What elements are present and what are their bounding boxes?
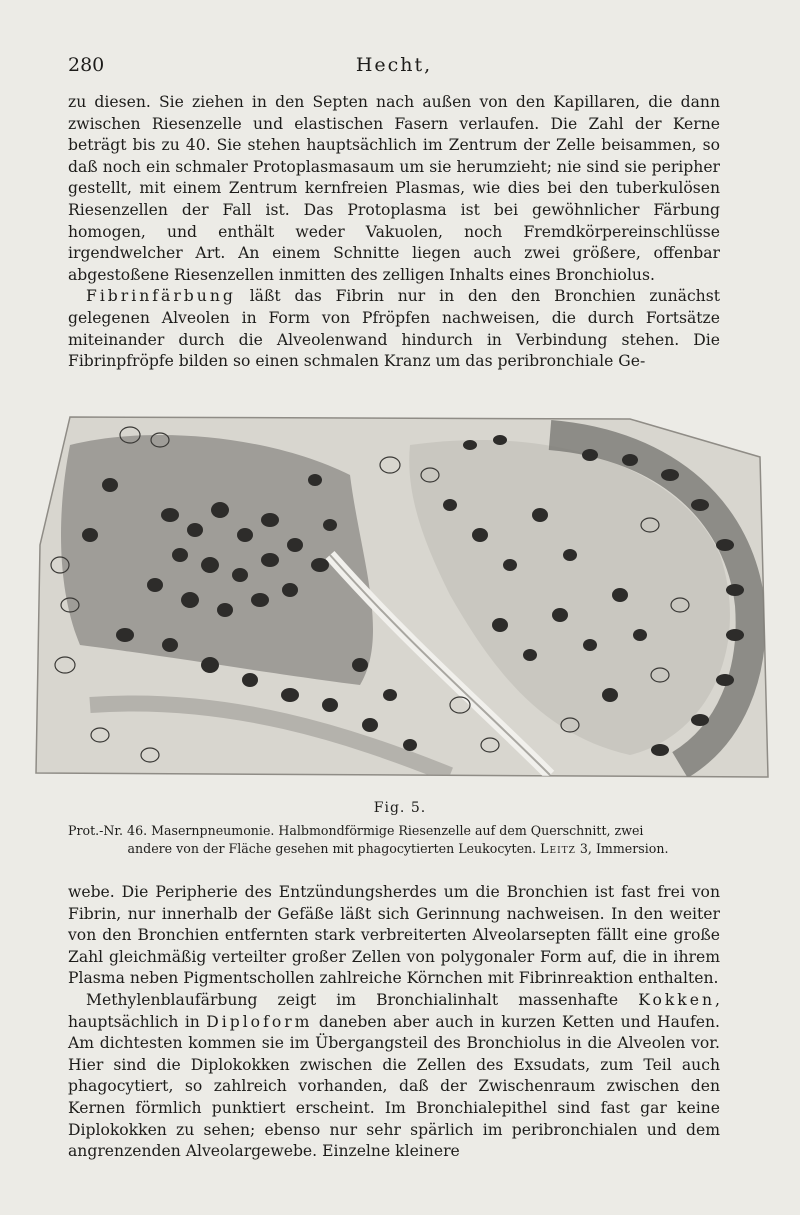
emphasis: Diploform bbox=[206, 1012, 313, 1031]
paragraph: zu diesen. Sie ziehen in den Septen nach außen von den Kapillaren, die dann zwischen Riesenzelle und elastischen Fasern verlaufen. Die Zahl der Kerne beträgt bis zu 40. Sie stehen hauptsächlich im Zentrum der Zelle beisammen, so daß noch ein schmaler Protoplasmasaum um sie herumzieht; nie sind sie peripher gestellt, mit einem Zentrum kernfreien Plasmas, wie dies bei den tuberkulösen Riesenzellen der Fall ist. Das Protoplasma ist bei gewöhnlicher Färbung homogen, und enthält weder Vakuolen, noch Fremdkörpereinschlüsse irgendwelcher Art. An einem Schnitte liegen auch zwei größere, offenbar abgestoßene Riesenzellen inmitten des zelligen Inhalts eines Bronchiolus. bbox=[68, 93, 720, 284]
text-block-bottom bbox=[68, 882, 720, 1163]
caption-text: 3, Immersion. bbox=[579, 841, 669, 856]
paragraph-text: läßt das Fibrin nur in den den Bronchien zunächst gelegenen Alveolen in Form von Pfröpfen nachweisen, die durch Fortsätze miteinander durch die Alveolenwand hindurch in Verbindung stehen. Die Fibrinpfröpfe bilden so einen schmalen Kranz um das peribronchiale Ge- bbox=[68, 287, 720, 371]
figure-caption bbox=[68, 822, 728, 858]
page-number: 280 bbox=[68, 54, 105, 76]
paragraph-fibrin bbox=[68, 286, 720, 372]
paragraph-text: daneben aber auch in kurzen Ketten und Haufen. Am dichtesten kommen sie im Übergangsteil des Bronchiolus in die Alveolen vor. Hier sind die Diplokokken zwischen die Zellen des Exsudats, zum Teil auch phagocytiert, so zahlreich vorhanden, daß der Zwischenraum zwischen den Kernen förmlich punktiert erscheint. Im Bronchialepithel sind fast gar keine Diplokokken zu sehen; ebenso nur sehr spärlich im peribronchialen und dem angrenzenden Alveolargewebe. Einzelne kleinere bbox=[68, 1012, 720, 1161]
paragraph-methylen bbox=[68, 990, 720, 1163]
running-title: Hecht, bbox=[355, 54, 433, 76]
page-header bbox=[68, 54, 720, 82]
paragraph-text: Methylenblaufärbung zeigt im Bronchialinhalt massenhafte bbox=[86, 990, 639, 1009]
micrograph-illustration bbox=[30, 405, 770, 787]
caption-line: Prot.-Nr. 46. Masernpneumonie. Halbmondförmige Riesenzelle auf dem Querschnitt, zwei bbox=[68, 823, 644, 838]
emphasis: Fibrinfärbung bbox=[86, 287, 236, 306]
micrograph-figure bbox=[30, 405, 770, 787]
caption-brand: Leitz bbox=[540, 841, 576, 856]
figure-label: Fig. 5. bbox=[373, 800, 427, 816]
paragraph: webe. Die Peripherie des Entzündungsherdes um die Bronchien ist fast frei von Fibrin, nur innerhalb der Gefäße läßt sich Gerinnung nachweisen. In den weiter von den Bronchien entfernten stark verbreiterten Alveolarsepten fällt eine große Zahl gleichmäßig verteilter großer Zellen von polygonaler Form auf, die in ihrem Plasma neben Pigmentschollen zahlreiche Körnchen mit Fibrinreaktion enthalten. bbox=[68, 883, 720, 988]
text-block-top bbox=[68, 92, 720, 373]
paragraph-text: , hauptsächlich in bbox=[68, 990, 720, 1031]
caption-text: andere von der Fläche gesehen mit phagocytierten Leukocyten. bbox=[127, 841, 537, 856]
caption-line-2 bbox=[68, 840, 728, 858]
emphasis: Kokken bbox=[638, 990, 716, 1009]
